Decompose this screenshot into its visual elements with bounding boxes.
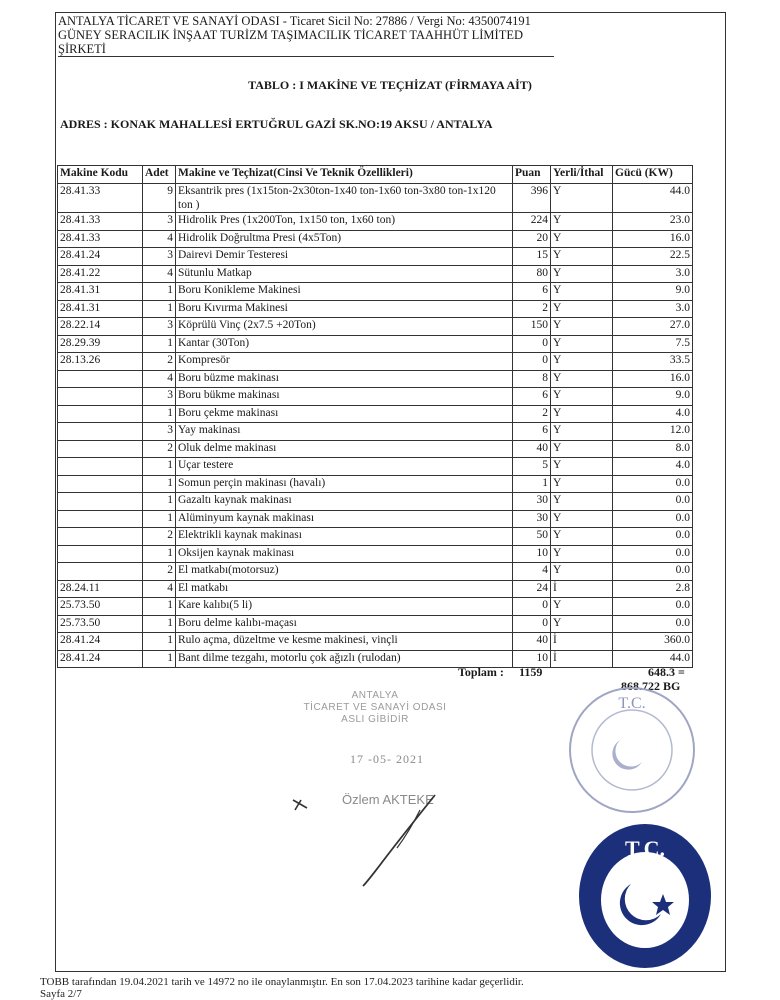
table-row [58, 580, 693, 598]
cell-yerli: Y [551, 335, 613, 353]
cell-adet: 2 [143, 528, 176, 546]
cell-yerli: Y [551, 458, 613, 476]
cell-puan: 30 [513, 510, 551, 528]
cell-puan: 6 [513, 388, 551, 406]
cell-guc: 22.5 [613, 248, 693, 266]
total-puan: 1159 [519, 665, 543, 679]
cell-adet: 1 [143, 405, 176, 423]
cell-adet: 3 [143, 213, 176, 231]
cell-adet: 1 [143, 458, 176, 476]
cell-puan: 10 [513, 545, 551, 563]
cell-desc: Alüminyum kaynak makinası [176, 510, 513, 528]
stamp-chamber: TİCARET VE SANAYİ ODASI [303, 702, 447, 713]
cell-code [58, 475, 143, 493]
cell-yerli: Y [551, 213, 613, 231]
table-row [58, 300, 693, 318]
cell-adet: 3 [143, 388, 176, 406]
cell-guc: 4.0 [613, 405, 693, 423]
col-header-desc: Makine ve Teçhizat(Cinsi Ve Teknik Özellikleri) [176, 166, 513, 184]
cell-guc: 360.0 [613, 633, 693, 651]
table-row [58, 545, 693, 563]
cell-puan: 30 [513, 493, 551, 511]
cell-yerli: Y [551, 510, 613, 528]
cell-code: 28.41.24 [58, 650, 143, 668]
seal-tc: T.C. [625, 836, 665, 861]
cell-desc: Gazaltı kaynak makinası [176, 493, 513, 511]
cell-adet: 1 [143, 335, 176, 353]
cell-puan: 50 [513, 528, 551, 546]
cell-adet: 1 [143, 650, 176, 668]
cell-adet: 1 [143, 598, 176, 616]
cell-desc: El matkabı [176, 580, 513, 598]
cell-guc: 9.0 [613, 283, 693, 301]
table-row [58, 458, 693, 476]
cell-code: 28.22.14 [58, 318, 143, 336]
cell-code [58, 493, 143, 511]
seal-light-tc: T.C. [618, 695, 646, 712]
table-row [58, 283, 693, 301]
table-row [58, 615, 693, 633]
cell-guc: 7.5 [613, 335, 693, 353]
cell-guc: 4.0 [613, 458, 693, 476]
cell-guc: 3.0 [613, 300, 693, 318]
cell-yerli: Y [551, 353, 613, 371]
cell-code: 28.41.22 [58, 265, 143, 283]
cell-desc: Köprülü Vinç (2x7.5 +20Ton) [176, 318, 513, 336]
cell-guc: 27.0 [613, 318, 693, 336]
cell-adet: 1 [143, 283, 176, 301]
cell-yerli: Y [551, 370, 613, 388]
signature-icon [285, 790, 455, 890]
certified-copy-stamp [260, 690, 490, 726]
cell-yerli: Y [551, 545, 613, 563]
cell-puan: 80 [513, 265, 551, 283]
table-row [58, 475, 693, 493]
table-header-row [58, 166, 693, 184]
cell-code: 28.41.24 [58, 633, 143, 651]
cell-desc: Boru Kıvırma Makinesi [176, 300, 513, 318]
cell-puan: 1 [513, 475, 551, 493]
cell-guc: 0.0 [613, 615, 693, 633]
table-row [58, 248, 693, 266]
cell-adet: 3 [143, 248, 176, 266]
cell-code: 28.41.33 [58, 213, 143, 231]
table-row [58, 563, 693, 581]
cell-desc: Hidrolik Doğrultma Presi (4x5Ton) [176, 230, 513, 248]
cell-adet: 1 [143, 475, 176, 493]
table-row [58, 405, 693, 423]
cell-guc: 44.0 [613, 184, 693, 213]
cell-puan: 40 [513, 440, 551, 458]
cell-code [58, 440, 143, 458]
approval-note: TOBB tarafından 19.04.2021 tarih ve 14972 no ile onaylanmıştır. En son 17.04.2023 tarihine kadar geçerlidir. [40, 976, 524, 988]
table-row [58, 388, 693, 406]
cell-adet: 4 [143, 370, 176, 388]
cell-desc: Boru büzme makinası [176, 370, 513, 388]
cell-adet: 1 [143, 545, 176, 563]
cell-adet: 3 [143, 423, 176, 441]
cell-puan: 224 [513, 213, 551, 231]
cell-yerli: Y [551, 493, 613, 511]
cell-code: 28.41.31 [58, 300, 143, 318]
stamp-date: 17 -05- 2021 [350, 752, 424, 766]
cell-guc: 23.0 [613, 213, 693, 231]
stamp-city: ANTALYA [351, 690, 399, 701]
tobb-seal-icon [575, 820, 715, 972]
cell-desc: Bant dilme tezgahı, motorlu çok ağızlı (rulodan) [176, 650, 513, 668]
cell-yerli: Y [551, 230, 613, 248]
table-row [58, 650, 693, 668]
cell-desc: Rulo açma, düzeltme ve kesme makinesi, vinçli [176, 633, 513, 651]
signer-name: Özlem AKTEKE [342, 792, 434, 807]
cell-puan: 40 [513, 633, 551, 651]
cell-yerli: Y [551, 598, 613, 616]
table-row [58, 510, 693, 528]
page-number: Sayfa 2/7 [40, 988, 82, 1000]
cell-puan: 2 [513, 405, 551, 423]
cell-yerli: Y [551, 440, 613, 458]
cell-desc: El matkabı(motorsuz) [176, 563, 513, 581]
cell-desc: Oluk delme makinası [176, 440, 513, 458]
cell-guc: 16.0 [613, 230, 693, 248]
cell-puan: 24 [513, 580, 551, 598]
cell-desc: Boru bükme makinası [176, 388, 513, 406]
cell-yerli: İ [551, 580, 613, 598]
cell-guc: 9.0 [613, 388, 693, 406]
cell-adet: 4 [143, 580, 176, 598]
cell-guc: 0.0 [613, 563, 693, 581]
cell-desc: Somun perçin makinası (havalı) [176, 475, 513, 493]
cell-adet: 4 [143, 230, 176, 248]
total-bg: 868.722 BG [621, 679, 681, 693]
cell-yerli: Y [551, 563, 613, 581]
cell-guc: 2.8 [613, 580, 693, 598]
table-title: TABLO : I MAKİNE VE TEÇHİZAT (FİRMAYA AİT) [248, 78, 532, 92]
company-address: ADRES : KONAK MAHALLESİ ERTUĞRUL GAZİ SK.NO:19 AKSU / ANTALYA [60, 117, 493, 131]
cell-yerli: Y [551, 265, 613, 283]
cell-code [58, 510, 143, 528]
table-row [58, 335, 693, 353]
cell-puan: 20 [513, 230, 551, 248]
cell-guc: 0.0 [613, 510, 693, 528]
cell-code: 28.29.39 [58, 335, 143, 353]
cell-puan: 4 [513, 563, 551, 581]
cell-desc: Yay makinası [176, 423, 513, 441]
cell-yerli: Y [551, 405, 613, 423]
cell-guc: 3.0 [613, 265, 693, 283]
cell-puan: 0 [513, 598, 551, 616]
col-header-code: Makine Kodu [58, 166, 143, 184]
cell-desc: Elektrikli kaynak makinası [176, 528, 513, 546]
table-row [58, 528, 693, 546]
cell-adet: 1 [143, 633, 176, 651]
cell-desc: Boru delme kalıbı-maçası [176, 615, 513, 633]
cell-code: 28.41.33 [58, 184, 143, 213]
cell-yerli: Y [551, 388, 613, 406]
cell-yerli: Y [551, 300, 613, 318]
cell-puan: 0 [513, 353, 551, 371]
cell-adet: 2 [143, 440, 176, 458]
cell-puan: 15 [513, 248, 551, 266]
cell-puan: 5 [513, 458, 551, 476]
cell-desc: Kare kalıbı(5 li) [176, 598, 513, 616]
cell-guc: 16.0 [613, 370, 693, 388]
cell-yerli: İ [551, 633, 613, 651]
company-name: GÜNEY SERACILIK İNŞAAT TURİZM TAŞIMACILIK TİCARET TAAHHÜT LİMİTED ŞİRKETİ [58, 28, 554, 57]
cell-desc: Eksantrik pres (1x15ton-2x30ton-1x40 ton-1x60 ton-3x80 ton-1x120 ton ) [176, 184, 513, 213]
stamp-certified: ASLI GİBİDİR [341, 714, 409, 725]
cell-yerli: Y [551, 423, 613, 441]
cell-code: 28.41.24 [58, 248, 143, 266]
cell-guc: 44.0 [613, 650, 693, 668]
cell-code: 28.41.31 [58, 283, 143, 301]
table-row [58, 423, 693, 441]
cell-guc: 0.0 [613, 598, 693, 616]
col-header-puan: Puan [513, 166, 551, 184]
cell-yerli: Y [551, 184, 613, 213]
cell-code [58, 423, 143, 441]
table-row [58, 265, 693, 283]
cell-code [58, 528, 143, 546]
col-header-yerli: Yerli/İthal [551, 166, 613, 184]
cell-puan: 10 [513, 650, 551, 668]
cell-puan: 396 [513, 184, 551, 213]
cell-puan: 150 [513, 318, 551, 336]
cell-desc: Uçar testere [176, 458, 513, 476]
cell-yerli: Y [551, 615, 613, 633]
table-row [58, 318, 693, 336]
cell-adet: 2 [143, 353, 176, 371]
cell-adet: 3 [143, 318, 176, 336]
cell-puan: 0 [513, 335, 551, 353]
cell-yerli: İ [551, 650, 613, 668]
cell-code [58, 370, 143, 388]
cell-code: 28.41.33 [58, 230, 143, 248]
cell-adet: 4 [143, 265, 176, 283]
machinery-table [57, 165, 693, 668]
cell-code [58, 405, 143, 423]
cell-guc: 0.0 [613, 493, 693, 511]
cell-adet: 1 [143, 615, 176, 633]
cell-puan: 8 [513, 370, 551, 388]
cell-puan: 2 [513, 300, 551, 318]
cell-desc: Boru çekme makinası [176, 405, 513, 423]
table-row [58, 598, 693, 616]
round-seal-light-icon [562, 680, 702, 820]
cell-code: 28.13.26 [58, 353, 143, 371]
table-row [58, 353, 693, 371]
cell-code: 25.73.50 [58, 615, 143, 633]
cell-guc: 8.0 [613, 440, 693, 458]
cell-code: 28.24.11 [58, 580, 143, 598]
cell-desc: Dairevi Demir Testeresi [176, 248, 513, 266]
table-row [58, 184, 693, 213]
cell-yerli: Y [551, 318, 613, 336]
col-header-adet: Adet [143, 166, 176, 184]
cell-desc: Oksijen kaynak makinası [176, 545, 513, 563]
table-body [58, 184, 693, 668]
table-row [58, 493, 693, 511]
cell-desc: Boru Konikleme Makinesi [176, 283, 513, 301]
cell-yerli: Y [551, 248, 613, 266]
cell-guc: 0.0 [613, 475, 693, 493]
cell-adet: 9 [143, 184, 176, 213]
document-header [58, 14, 718, 57]
col-header-guc: Gücü (KW) [613, 166, 693, 184]
total-label: Toplam : [458, 665, 504, 679]
table-row [58, 213, 693, 231]
cell-desc: Kantar (30Ton) [176, 335, 513, 353]
cell-yerli: Y [551, 475, 613, 493]
cell-adet: 1 [143, 300, 176, 318]
cell-guc: 12.0 [613, 423, 693, 441]
cell-adet: 1 [143, 510, 176, 528]
cell-adet: 2 [143, 563, 176, 581]
cell-guc: 0.0 [613, 545, 693, 563]
cell-puan: 6 [513, 283, 551, 301]
cell-yerli: Y [551, 283, 613, 301]
cell-code [58, 545, 143, 563]
total-kw: 648.3 = [648, 665, 685, 679]
cell-desc: Kompresör [176, 353, 513, 371]
cell-code [58, 458, 143, 476]
chamber-registry-line: ANTALYA TİCARET VE SANAYİ ODASI - Ticaret Sicil No: 27886 / Vergi No: 4350074191 [58, 14, 531, 28]
cell-code [58, 563, 143, 581]
cell-puan: 6 [513, 423, 551, 441]
cell-guc: 33.5 [613, 353, 693, 371]
table-row [58, 633, 693, 651]
table-row [58, 440, 693, 458]
cell-code: 25.73.50 [58, 598, 143, 616]
cell-code [58, 388, 143, 406]
cell-desc: Sütunlu Matkap [176, 265, 513, 283]
cell-yerli: Y [551, 528, 613, 546]
cell-adet: 1 [143, 493, 176, 511]
table-row [58, 230, 693, 248]
cell-desc: Hidrolik Pres (1x200Ton, 1x150 ton, 1x60 ton) [176, 213, 513, 231]
cell-guc: 0.0 [613, 528, 693, 546]
document-footer [40, 976, 524, 1000]
cell-puan: 0 [513, 615, 551, 633]
table-row [58, 370, 693, 388]
